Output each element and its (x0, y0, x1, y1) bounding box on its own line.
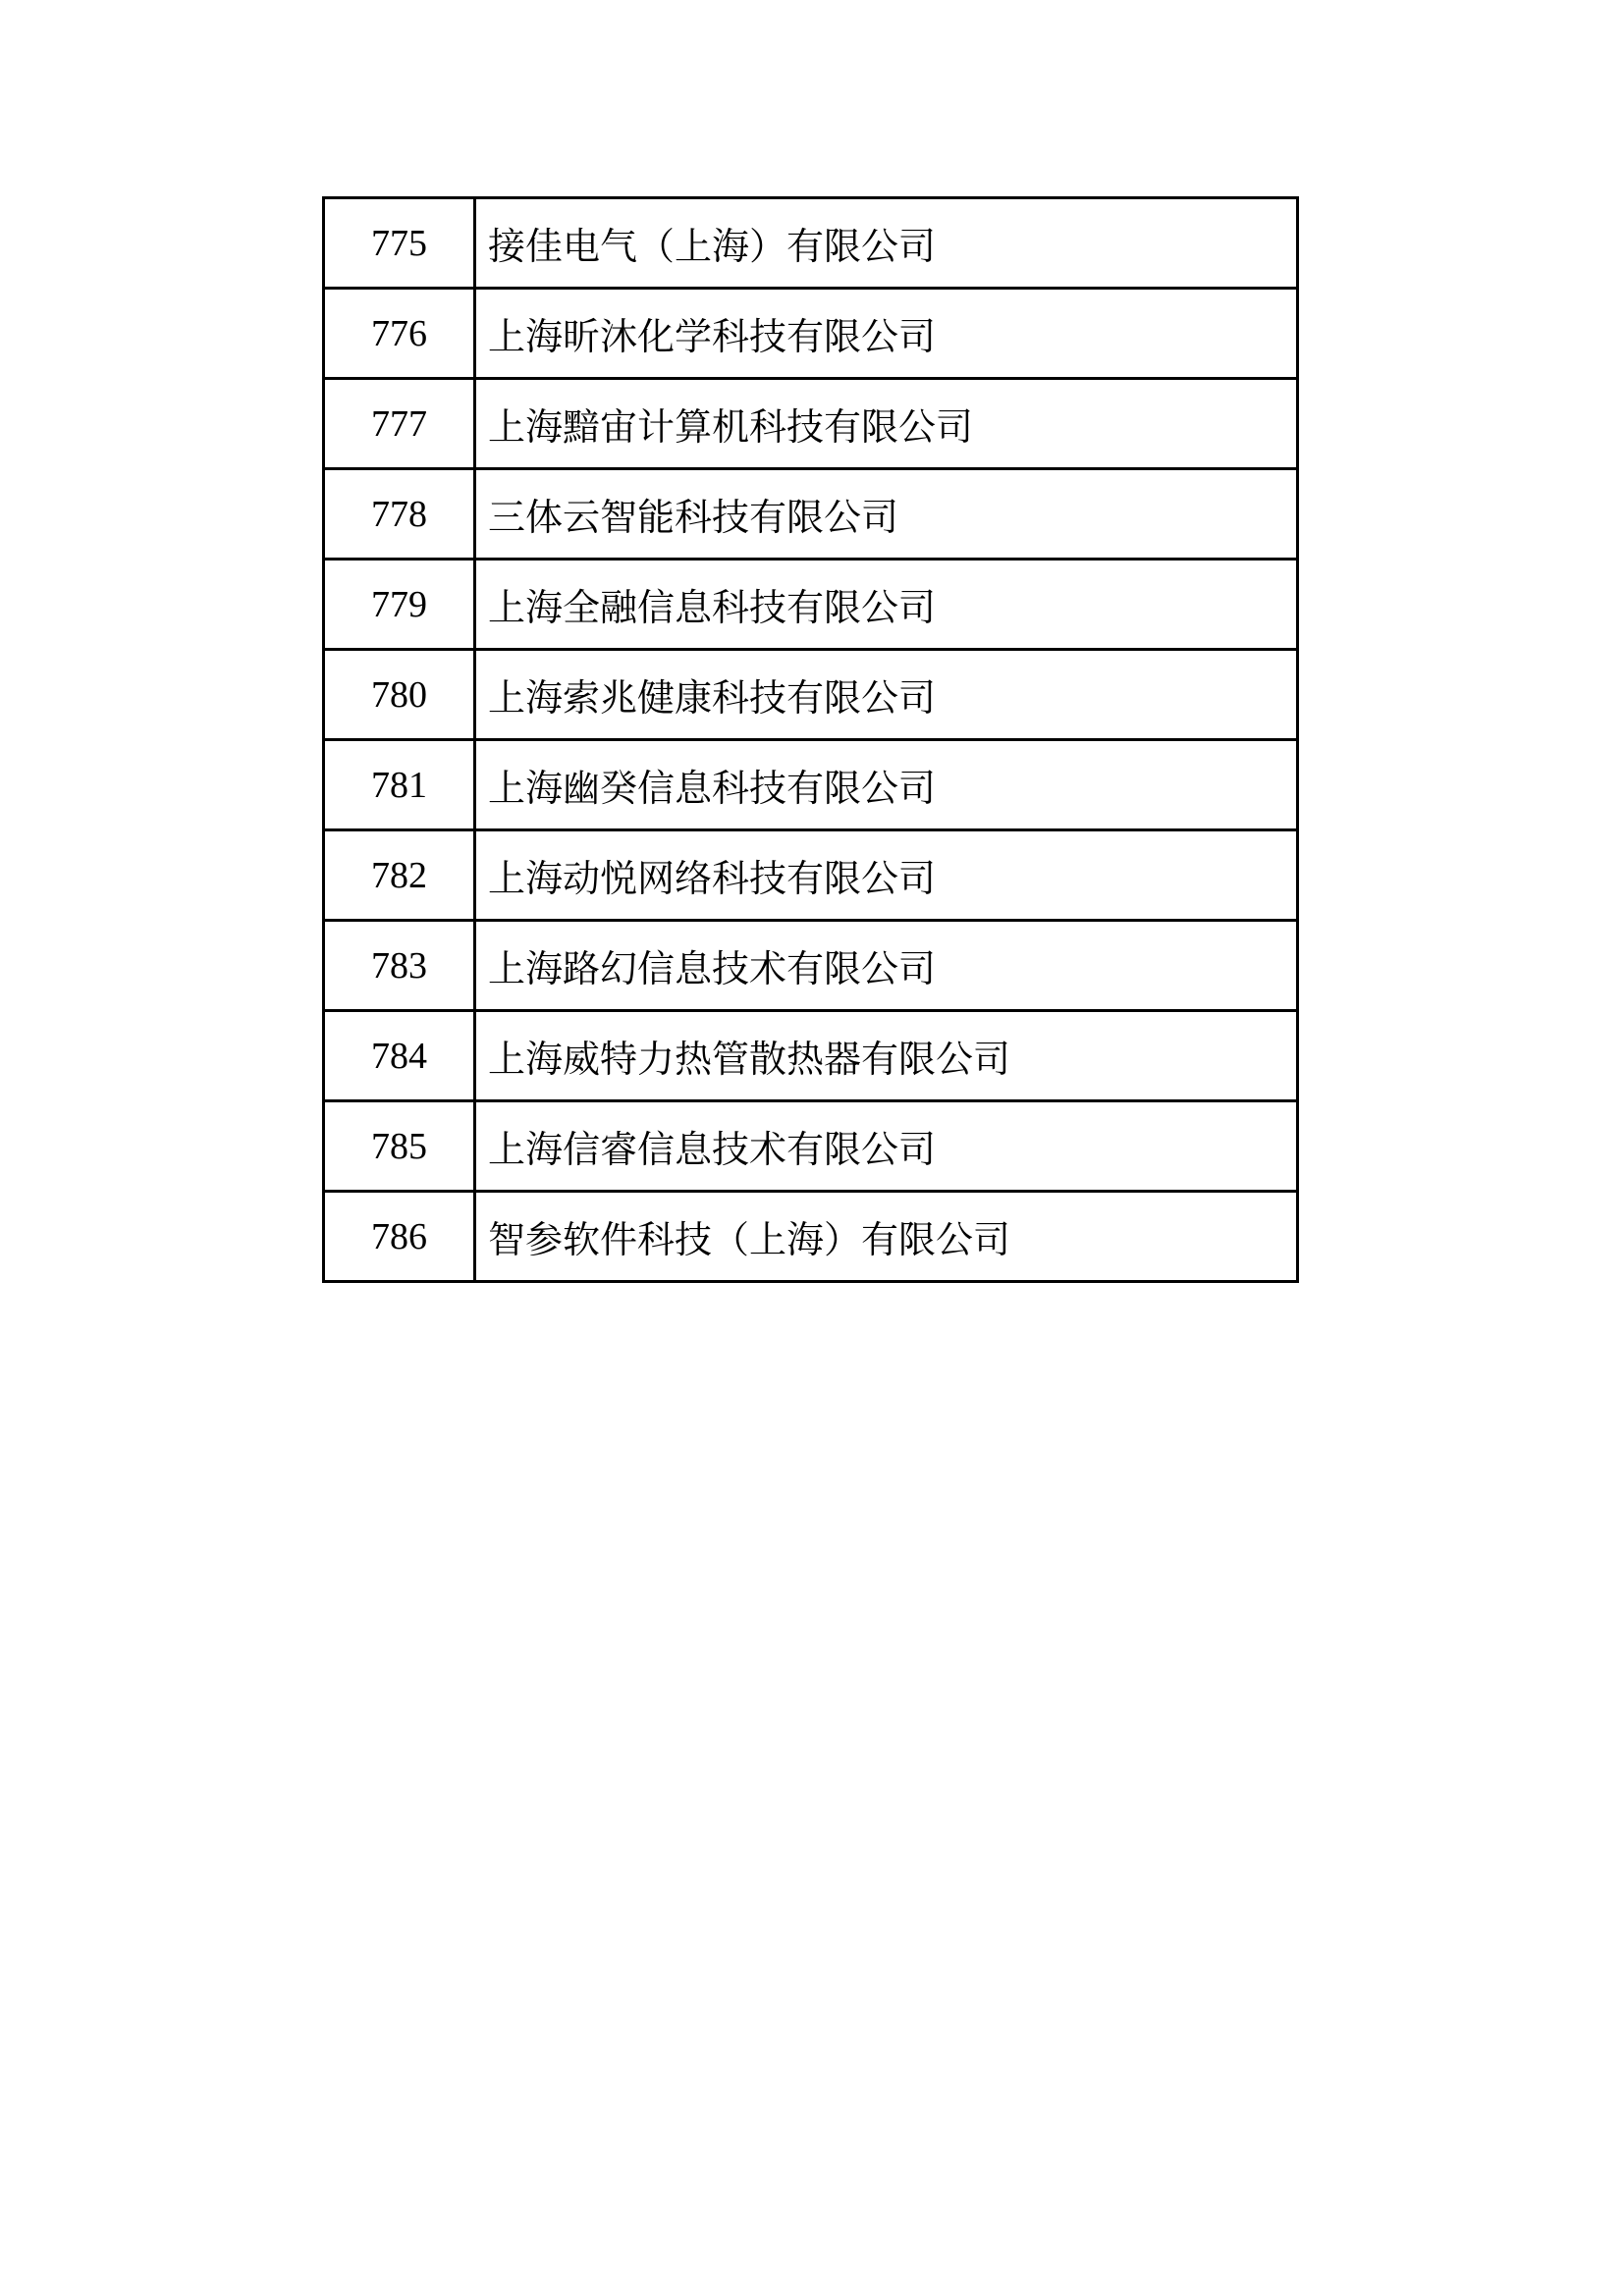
table-row (324, 469, 1298, 560)
company-name: 上海昕沐化学科技有限公司 (475, 289, 1298, 379)
row-number: 781 (324, 740, 475, 830)
table-row (324, 1101, 1298, 1192)
company-name: 智参软件科技（上海）有限公司 (475, 1192, 1298, 1282)
company-name: 上海威特力热管散热器有限公司 (475, 1011, 1298, 1101)
table-row (324, 650, 1298, 740)
company-list-table (322, 196, 1299, 1283)
company-name: 上海动悦网络科技有限公司 (475, 830, 1298, 921)
company-name: 上海路幻信息技术有限公司 (475, 921, 1298, 1011)
row-number: 777 (324, 379, 475, 469)
row-number: 775 (324, 198, 475, 289)
row-number: 785 (324, 1101, 475, 1192)
table-row (324, 379, 1298, 469)
row-number: 778 (324, 469, 475, 560)
row-number: 780 (324, 650, 475, 740)
table-row (324, 830, 1298, 921)
company-name: 上海全融信息科技有限公司 (475, 560, 1298, 650)
row-number: 779 (324, 560, 475, 650)
row-number: 786 (324, 1192, 475, 1282)
company-name: 上海黯宙计算机科技有限公司 (475, 379, 1298, 469)
company-name: 上海索兆健康科技有限公司 (475, 650, 1298, 740)
row-number: 782 (324, 830, 475, 921)
table-row (324, 560, 1298, 650)
company-name: 接佳电气（上海）有限公司 (475, 198, 1298, 289)
table-row (324, 740, 1298, 830)
row-number: 784 (324, 1011, 475, 1101)
table-row (324, 198, 1298, 289)
table-row (324, 1011, 1298, 1101)
table-row (324, 1192, 1298, 1282)
table-row (324, 921, 1298, 1011)
company-list-table-body (324, 198, 1298, 1282)
company-name: 上海信睿信息技术有限公司 (475, 1101, 1298, 1192)
row-number: 783 (324, 921, 475, 1011)
company-name: 上海幽癸信息科技有限公司 (475, 740, 1298, 830)
row-number: 776 (324, 289, 475, 379)
table-row (324, 289, 1298, 379)
company-name: 三体云智能科技有限公司 (475, 469, 1298, 560)
